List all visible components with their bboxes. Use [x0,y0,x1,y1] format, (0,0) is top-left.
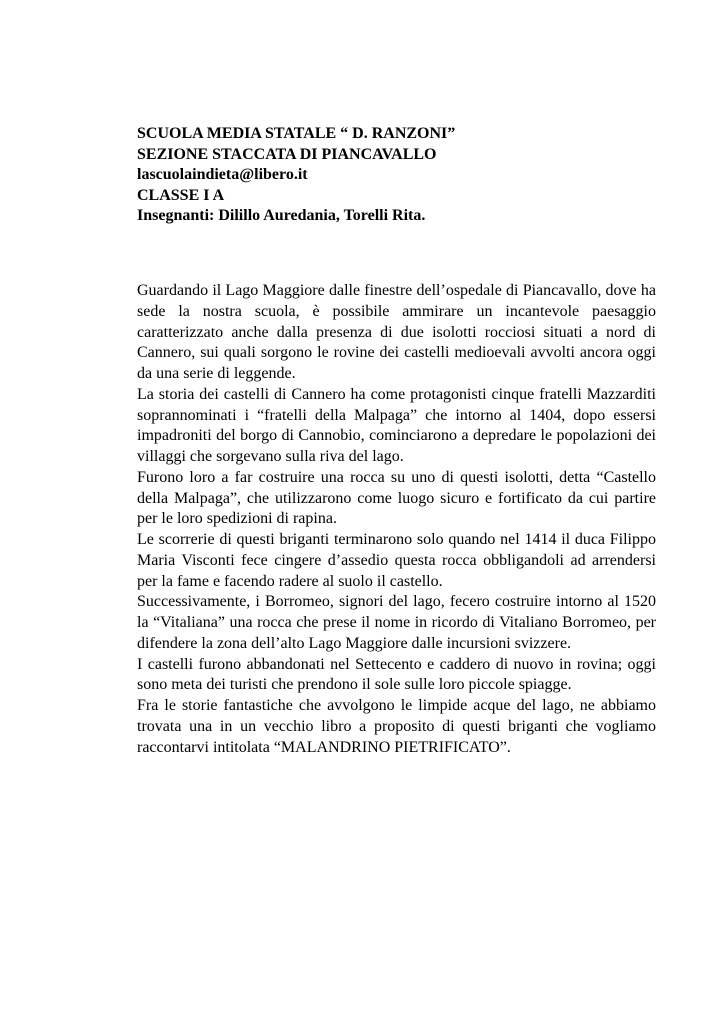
paragraph: Furono loro a far costruire una rocca su uno di questi isolotti, detta “Castello della Malpaga”, che utilizzarono come luogo sicuro e fortificato da cui partire per le loro spedizioni di rapina. [137,468,656,528]
paragraph: Fra le storie fantastiche che avvolgono le limpide acque del lago, ne abbiamo trovata una in un vecchio libro a proposito di questi briganti che vogliamo raccontarvi intitolata “MALANDRINO PIETRIFICATO”. [137,697,656,756]
class-name: CLASSE I A [137,186,225,204]
paragraph: La storia dei castelli di Cannero ha come protagonisti cinque fratelli Mazzarditi soprannominati i “fratelli della Malpaga” che intorno al 1404, dopo essersi impadroniti del borgo di Cannobio, cominciarono a depredare le popolazioni dei villaggi che sorgevano sulla riva del lago. [137,385,656,465]
school-name: SCUOLA MEDIA STATALE “ D. RANZONI” [137,125,456,142]
paragraph: I castelli furono abbandonati nel Settecento e caddero di nuovo in rovina; oggi sono meta dei turisti che prendono il sole sulle loro piccole spiagge. [137,655,656,694]
teachers: Insegnanti: Dilillo Auredania, Torelli Rita. [137,207,426,224]
paragraph: Le scorrerie di questi briganti terminarono solo quando nel 1414 il duca Filippo Maria Visconti fece cingere d’assedio questa rocca obbligandoli ad arrendersi per la fame e facendo radere al suolo il castello. [137,531,656,590]
school-header [137,124,657,227]
paragraph: Successivamente, i Borromeo, signori del lago, fecero costruire intorno al 1520 la “Vitaliana” una rocca che prese il nome in ricordo di Vitaliano Borromeo, per difendere la zona dell’alto Lago Maggiore dalle incursioni svizzere. [137,593,656,652]
paragraph: Guardando il Lago Maggiore dalle finestre dell’ospedale di Piancavallo, dove ha sede la nostra scuola, è possibile ammirare un incantevole paesaggio caratterizzato anche dalla presenza di due isolotti rocciosi situati a nord di Cannero, sui quali sorgono le rovine dei castelli medioevali avvolti ancora oggi da una serie di leggende. [137,282,656,382]
school-email: lascuolaindieta@libero.it [137,166,308,183]
document-body [137,281,656,758]
school-section: SEZIONE STACCATA DI PIANCAVALLO [137,145,437,163]
